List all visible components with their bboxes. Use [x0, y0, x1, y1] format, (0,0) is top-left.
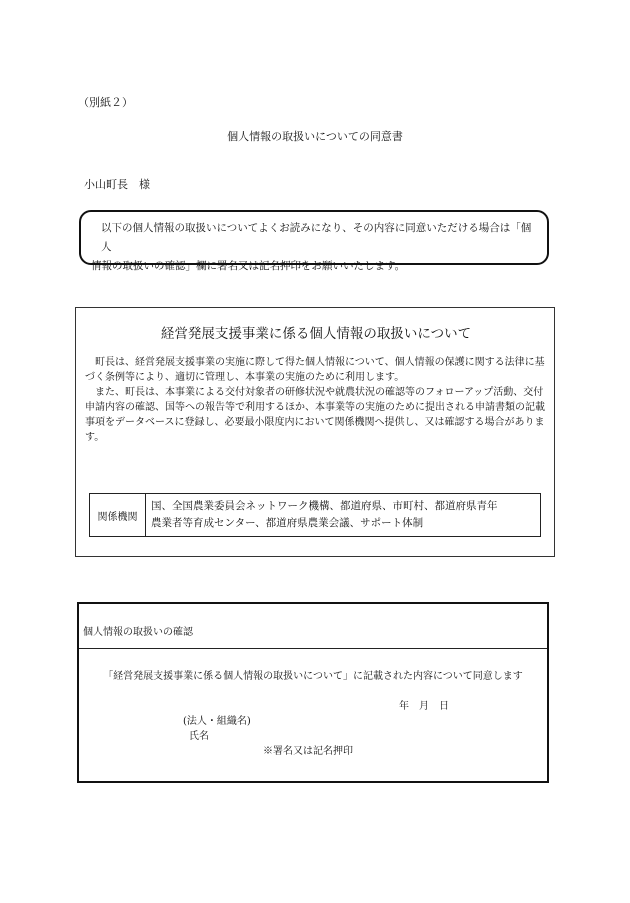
- confirmation-header: 個人情報の取扱いの確認: [79, 604, 547, 649]
- intro-line-2: 情報の取扱いの確認」欄に署名又は記名押印をお願いいたします。: [91, 260, 406, 272]
- notice-body: [85, 355, 549, 445]
- name-field[interactable]: 氏名: [189, 731, 209, 742]
- signature-note: ※署名又は記名押印: [263, 746, 353, 757]
- document-title: 個人情報の取扱いについての同意書: [227, 130, 403, 143]
- organization-name-field[interactable]: (法人・組織名): [183, 716, 251, 727]
- intro-box: [79, 210, 549, 272]
- attachment-reference: （別紙２）: [78, 96, 133, 109]
- notice-paragraph-1: 町長は、経営発展支援事業の実施に際して得た個人情報について、個人情報の保護に関する法律に基づく条例等により、適切に管理し、本事業の実施のために利用します。: [85, 357, 545, 383]
- consent-statement: 「経営発展支援事業に係る個人情報の取扱いについて」に記載された内容について同意します: [103, 671, 523, 682]
- notice-heading: 経営発展支援事業に係る個人情報の取扱いについて: [160, 326, 472, 342]
- addressee: 小山町長 様: [84, 178, 150, 191]
- privacy-notice-box: [75, 307, 555, 557]
- confirmation-box: [77, 602, 549, 783]
- date-field[interactable]: 年 月 日: [399, 701, 449, 712]
- related-organizations-value: [146, 494, 540, 536]
- related-organizations-line-1: 国、全国農業委員会ネットワーク機構、都道府県、市町村、都道府県青年: [151, 500, 498, 512]
- related-organizations-line-2: 農業者等育成センター、都道府県農業会議、サポート体制: [151, 517, 424, 529]
- intro-line-1: 以下の個人情報の取扱いについてよくお読みになり、その内容に同意いただける場合は「個人: [101, 222, 532, 253]
- related-organizations-label: 関係機関: [90, 494, 146, 536]
- notice-paragraph-2: また、町長は、本事業による交付対象者の研修状況や就農状況の確認等のフォローアップ活動、交付申請内容の確認、国等への報告等で利用するほか、本事業等の実施のために提出される申請書類の記載事項をデータベースに登録し、必要最小限度内において関係機関へ提供し、又は確認する場合があります。: [85, 387, 545, 443]
- related-organizations-table: [89, 493, 541, 537]
